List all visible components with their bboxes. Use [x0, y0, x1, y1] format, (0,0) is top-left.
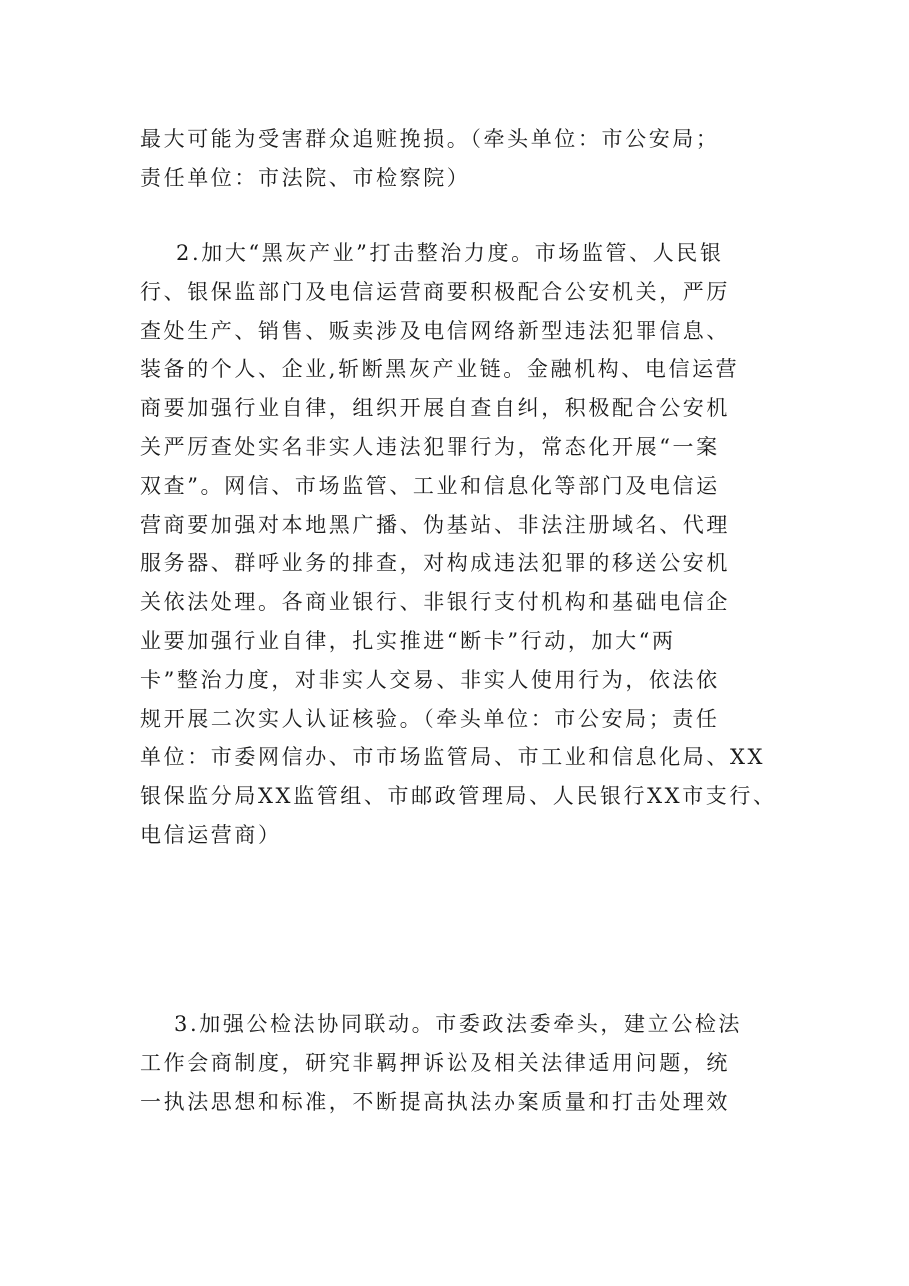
text-line: 一执法思想和标准，不断提高执法办案质量和打击处理效	[140, 1089, 730, 1114]
text-line: 银保监分局XX监管组、市邮政管理局、人民银行XX市支行、	[140, 784, 777, 809]
text-line: 业要加强行业自律，扎实推进“断卡”行动，加大“两	[140, 628, 676, 653]
text-line: 工作会商制度，研究非羁押诉讼及相关法律适用问题，统	[140, 1050, 730, 1075]
paragraph-3	[140, 1005, 790, 1121]
text-line: 商要加强行业自律，组织开展自查自纠，积极配合公安机	[140, 396, 730, 421]
text-line: 卡”整治力度，对非实人交易、非实人使用行为，依法依	[140, 667, 720, 692]
paragraph-2	[140, 234, 790, 855]
text-line: 行、银保监部门及电信运营商要积极配合公安机关，严厉	[140, 279, 730, 304]
text-line: 3.加强公检法协同联动。市委政法委牵头，建立公检法	[174, 1012, 743, 1036]
text-line: 关严厉查处实名非实人违法犯罪行为，常态化开展“一案	[140, 434, 720, 459]
text-line: 双查”。网信、市场监管、工业和信息化等部门及电信运	[140, 473, 720, 498]
text-line: 查处生产、销售、贩卖涉及电信网络新型违法犯罪信息、	[140, 318, 730, 343]
paragraph-1	[140, 120, 790, 198]
text-line: 关依法处理。各商业银行、非银行支付机构和基础电信企	[140, 590, 730, 615]
text-line: 规开展二次实人认证核验。（牵头单位：市公安局；责任	[140, 706, 720, 731]
text-line: 最大可能为受害群众追赃挽损。（牵头单位：市公安局；	[140, 127, 720, 151]
text-line: 单位：市委网信办、市市场监管局、市工业和信息化局、XX	[140, 745, 766, 770]
text-line: 服务器、群呼业务的排查，对构成违法犯罪的移送公安机	[140, 551, 730, 576]
text-line: 电信运营商）	[140, 822, 282, 847]
text-line: 装备的个人、企业,斩断黑灰产业链。金融机构、电信运营	[140, 357, 740, 382]
text-line: 营商要加强对本地黑广播、伪基站、非法注册域名、代理	[140, 512, 730, 537]
text-line: 2.加大“黑灰产业”打击整治力度。市场监管、人民银	[176, 241, 724, 265]
text-line: 责任单位：市法院、市检察院）	[140, 165, 471, 190]
